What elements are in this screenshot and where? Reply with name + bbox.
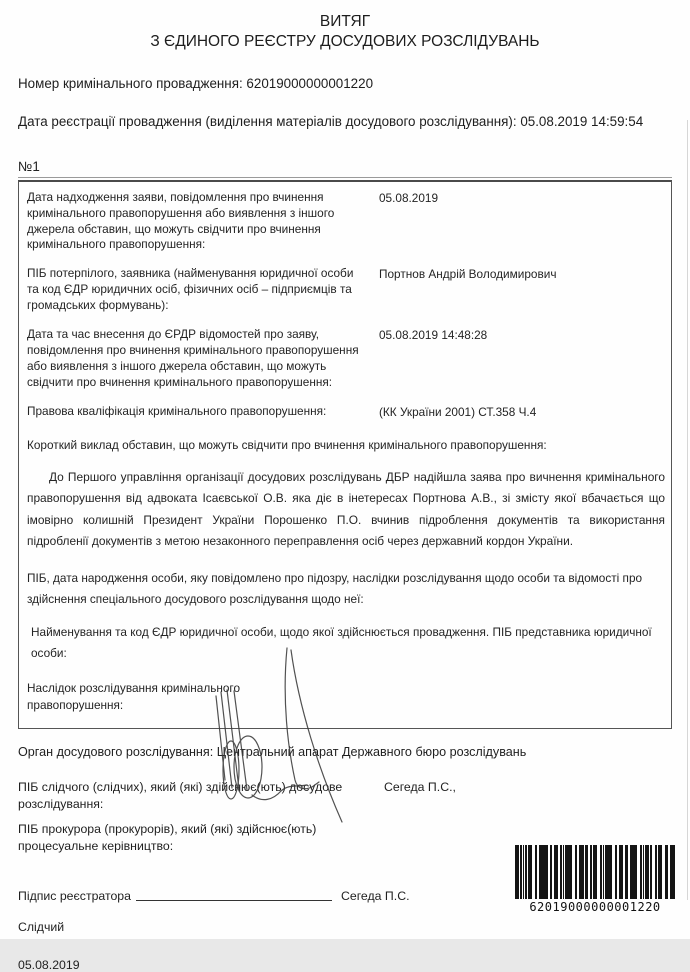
case-number-line: [18, 76, 672, 91]
row-label: Дата та час внесення до ЄРДР відомостей про заяву, повідомлення про вчинення кримінального правопорушення або виявлення з іншого джерела обставин, що можуть свідчити про вчинення кримінального правопорушення:: [27, 327, 359, 389]
row-label: Правова кваліфікація кримінального правопорушення:: [27, 403, 327, 418]
investigator-row: [18, 779, 672, 813]
investigation-outcome-row: Наслідок розслідування кримінального правопорушення:: [27, 680, 241, 713]
barcode-bars: [515, 845, 675, 899]
registrar-name: Сегеда П.С.: [341, 888, 410, 903]
row-label: ПІБ потерпілого, заявника (найменування юридичної особи та код ЄДР юридичних осіб, фізичних осіб – підприємців та громадських формувань):: [27, 266, 354, 313]
table-row: [25, 327, 665, 391]
case-number-value: 62019000000001220: [246, 76, 374, 92]
legal-entity-row: Найменування та код ЄДР юридичної особи, щодо якої здійснюється провадження. ПІБ представника юридичної особи:: [31, 625, 652, 660]
prosecutor-label: ПІБ прокурора (прокурорів), який (які) здійснює(ють) процесуальне керівництво:: [18, 821, 317, 853]
signature-line: [136, 886, 332, 901]
case-number-label: Номер кримінального провадження:: [18, 76, 243, 92]
registration-date-line: [18, 111, 672, 132]
row-value: 05.08.2019 14:48:28: [379, 328, 488, 343]
registration-date-label: Дата реєстрації провадження (виділення матеріалів досудового розслідування):: [18, 114, 517, 130]
investigator-label: ПІБ слідчого (слідчих), який (які) здійснює(ють) досудове розслідування:: [18, 780, 343, 812]
row-label: Дата надходження заяви, повідомлення про вчинення кримінального правопорушення або виявлення з іншого джерела обставин, що можуть свідчити про вчинення кримінального правопорушення:: [27, 189, 335, 252]
scan-edge-artifact: [687, 120, 688, 900]
suspect-info-row: ПІБ, дата народження особи, яку повідомлено про підозру, наслідки розслідування щодо особи та відомості про здійснення спеціального досудового розслідування щодо неї:: [27, 571, 643, 607]
registrar-signature-label: Підпис реєстратора: [18, 888, 131, 903]
row-value: Портнов Андрій Володимирович: [379, 267, 557, 282]
title-line-1: ВИТЯГ: [319, 13, 371, 30]
signer-title: Слідчий: [18, 919, 65, 934]
table-row: [25, 404, 665, 421]
document-title: [18, 12, 672, 52]
divider: [18, 177, 672, 178]
summary-heading: Короткий виклад обставин, що можуть свідчити про вчинення кримінального правопорушення:: [27, 437, 547, 452]
barcode: [513, 845, 677, 914]
title-line-2: З ЄДИНОГО РЕЄСТРУ ДОСУДОВИХ РОЗСЛІДУВАНЬ: [150, 33, 540, 51]
investigation-authority-line: Орган досудового розслідування: Центральний апарат Державного бюро розслідувань: [18, 745, 527, 760]
barcode-number: 62019000000001220: [529, 900, 661, 914]
table-row: [25, 266, 665, 314]
registry-extract-table: [18, 180, 672, 729]
summary-text: До Першого управління організації досудових розслідувань ДБР надійшла заява про вичнення кримінального правопорушення від адвоката Ісаєвської О.В. яка діє в інетересах Портнова А.В., зі змісту якої вбачається що імовірно колишній Президент України Порошенко П.О. вчинив підроблення документів та використання підробленії документів з метою незаконного переправлення осіб через державний кордон України.: [27, 470, 665, 548]
record-number: №1: [18, 158, 40, 174]
row-value: (КК України 2001) СТ.358 Ч.4: [379, 404, 537, 419]
investigator-name: Сегеда П.С.,: [384, 780, 456, 795]
row-value: 05.08.2019: [379, 190, 439, 205]
table-row: [25, 190, 665, 254]
registration-date-value: 05.08.2019 14:59:54: [520, 114, 644, 130]
document-date: 05.08.2019: [18, 957, 80, 972]
